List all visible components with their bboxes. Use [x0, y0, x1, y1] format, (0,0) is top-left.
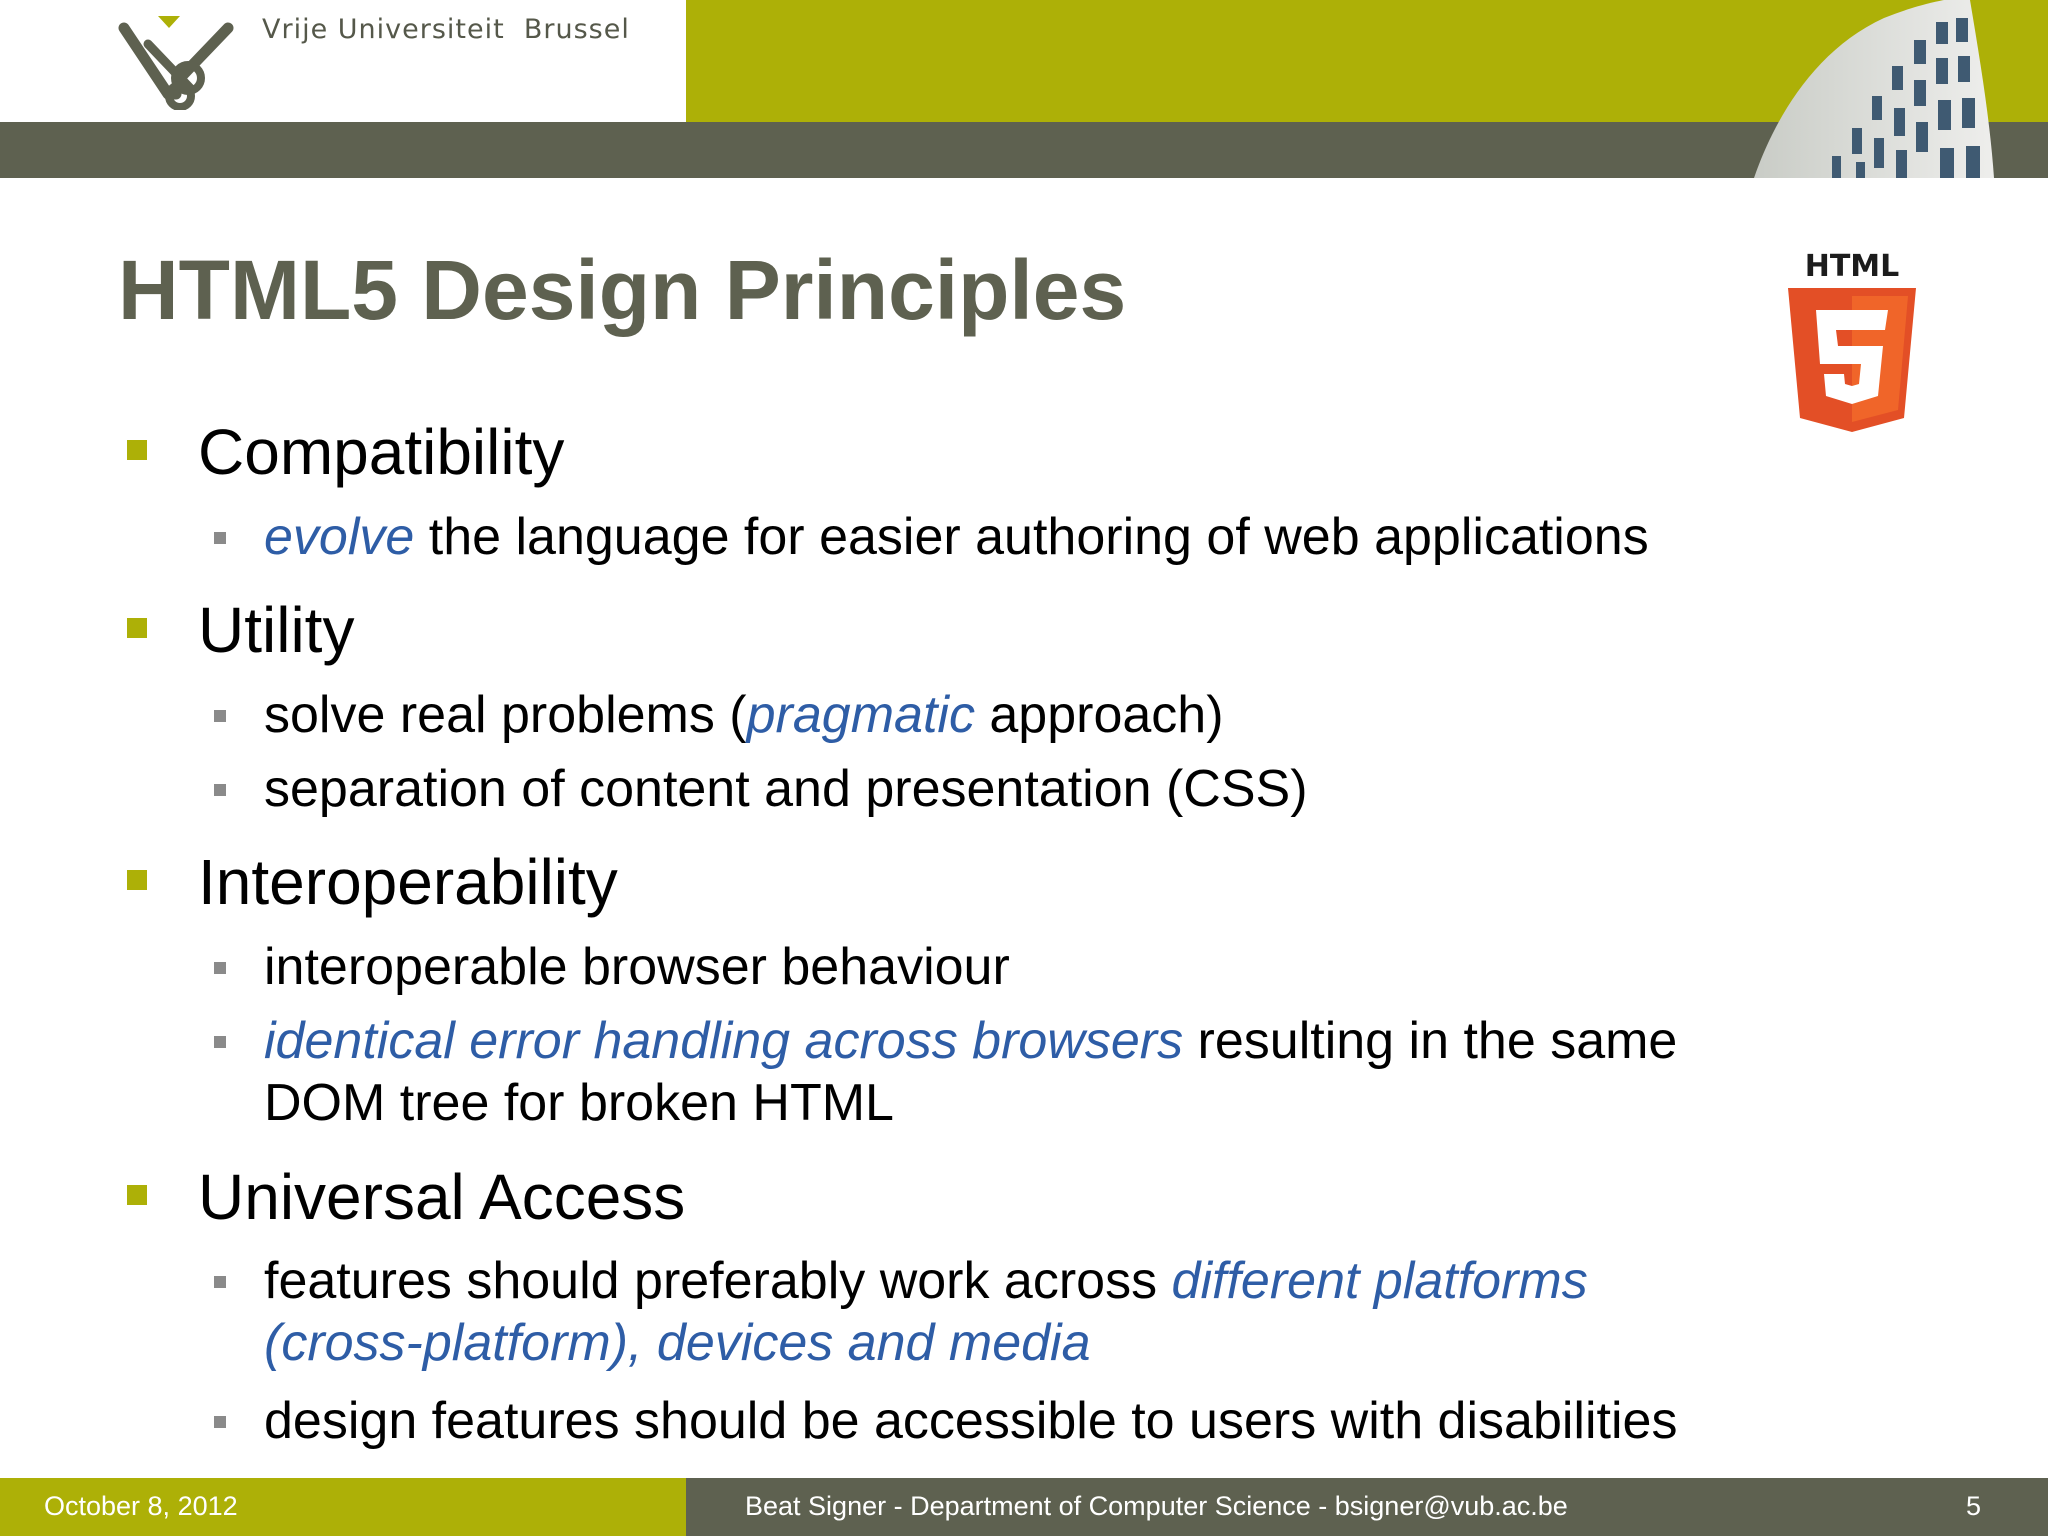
sub-bullet-line — [264, 506, 1649, 568]
emphasis-text: identical error handling across browsers — [264, 1012, 1184, 1070]
sub-bullet-marker — [214, 1036, 226, 1048]
sub-bullet-line — [264, 1072, 1677, 1134]
university-name: Vrije Universiteit Brussel — [262, 14, 630, 45]
sub-bullet-line — [264, 1390, 1677, 1452]
text-run: design features should be accessible to users with disabilities — [264, 1392, 1678, 1450]
sub-bullet-line — [264, 1250, 1588, 1312]
sub-bullet-line — [264, 1312, 1588, 1374]
sub-bullet-item — [264, 758, 1308, 820]
footer-author: Beat Signer - Department of Computer Science - bsigner@vub.ac.be — [745, 1491, 1568, 1521]
vub-logo-icon — [118, 14, 238, 110]
section-heading: Compatibility — [198, 416, 565, 488]
footer-date: October 8, 2012 — [44, 1491, 238, 1521]
bullet-marker — [127, 618, 147, 638]
text-run: solve real problems ( — [264, 686, 747, 744]
emphasis-text: evolve — [264, 508, 415, 566]
sub-bullet-marker — [214, 784, 226, 796]
html5-logo-icon — [1786, 246, 1918, 432]
text-run: interoperable browser behaviour — [264, 938, 1010, 996]
building-photo — [1744, 0, 2048, 178]
sub-bullet-item — [264, 936, 1010, 998]
sub-bullet-marker — [214, 532, 226, 544]
section-heading: Universal Access — [198, 1161, 686, 1233]
sub-bullet-item — [264, 1250, 1588, 1374]
header-dark-band — [0, 122, 2048, 178]
sub-bullet-item — [264, 1010, 1677, 1134]
sub-bullet-marker — [214, 962, 226, 974]
emphasis-text: (cross-platform), devices and media — [264, 1314, 1091, 1372]
sub-bullet-line — [264, 1010, 1677, 1072]
sub-bullet-marker — [214, 1416, 226, 1428]
sub-bullet-line — [264, 936, 1010, 998]
sub-bullet-marker — [214, 1276, 226, 1288]
text-run: resulting in the same — [1183, 1012, 1678, 1070]
bullet-marker — [127, 440, 147, 460]
sub-bullet-item — [264, 684, 1224, 746]
page-number: 5 — [1966, 1491, 1982, 1521]
text-run: approach) — [974, 686, 1224, 744]
text-run: the language for easier authoring of web applications — [414, 508, 1649, 566]
section-heading: Utility — [198, 594, 355, 666]
slide-title: HTML5 Design Principles — [118, 243, 1127, 337]
section-heading: Interoperability — [198, 846, 618, 918]
bullet-marker — [127, 870, 147, 890]
bullet-marker — [127, 1185, 147, 1205]
sub-bullet-line — [264, 758, 1308, 820]
sub-bullet-item — [264, 506, 1649, 568]
sub-bullet-marker — [214, 710, 226, 722]
text-run: features should preferably work across — [264, 1252, 1172, 1310]
text-run: DOM tree for broken HTML — [264, 1074, 894, 1132]
sub-bullet-line — [264, 684, 1224, 746]
text-run: separation of content and presentation (CSS) — [264, 760, 1308, 818]
sub-bullet-item — [264, 1390, 1677, 1452]
html5-logo-text: HTML — [1804, 249, 1900, 284]
emphasis-text: pragmatic — [746, 686, 975, 744]
emphasis-text: different platforms — [1171, 1252, 1588, 1310]
